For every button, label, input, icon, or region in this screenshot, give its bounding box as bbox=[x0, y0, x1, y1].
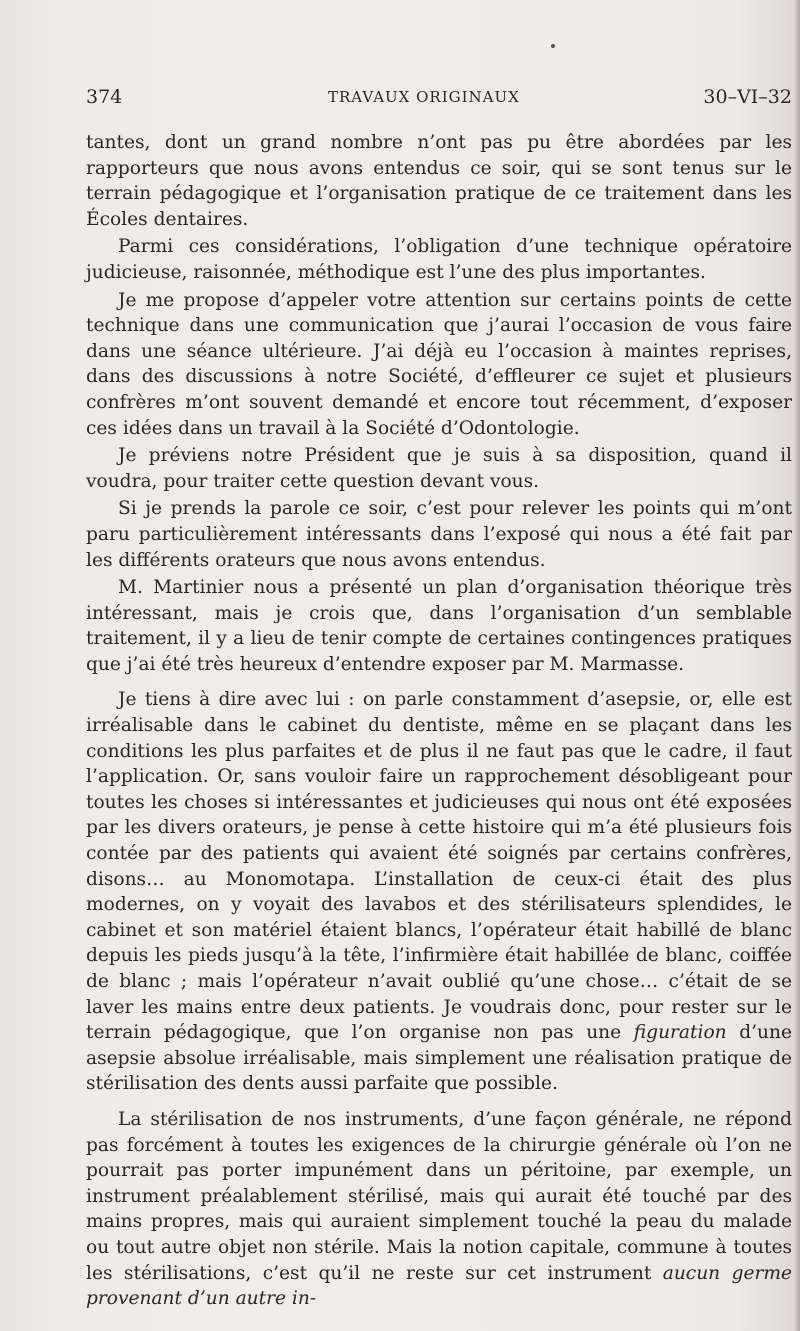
page-number: 374 bbox=[86, 86, 123, 108]
paragraph: Je me propose d’appeler votre attention sur certains points de cette technique dans une communication que j’aurai l’occasion de vous faire dans une séance ultérieure. J’ai déjà eu l’occasion à maintes reprises, dans des discussions à notre Société, d’effleurer ce sujet et plusieurs confrères m’ont souvent demandé et encore tout récemment, d’exposer ces idées dans un travail à la Société d’Odontologie. bbox=[86, 289, 792, 439]
running-header bbox=[86, 86, 792, 116]
paragraph: Je préviens notre Président que je suis à sa disposition, quand il voudra, pour traiter cette question devant vous. bbox=[86, 445, 792, 492]
italic-phrase: aucun germe provenant d’un autre in- bbox=[86, 1262, 793, 1310]
italic-term: figuration bbox=[633, 1022, 727, 1044]
paragraph: Si je prends la parole ce soir, c’est pour relever les points qui m’ont paru particulièrement intéressants dans l’exposé qui nous a été fait par les différents orateurs que nous avons entendus. bbox=[86, 498, 792, 571]
header-date: 30–VI–32 bbox=[703, 86, 792, 108]
paragraph-text: d’une asepsie absolue irréalisable, mais simplement une réalisation pratique de stérilisation des dents aussi parfaite que possible. bbox=[86, 1022, 792, 1095]
paragraph-text: La stérilisation de nos instruments, d’une façon générale, ne répond pas forcément à toutes les exigences de la chirurgie générale où l’on ne pourrait pas porter impunément dans un péritoine, par exemple, un instrument préalablement stérilisé, mais qui aurait été touché par des mains propres, mais qui auraient simplement touché la peau du malade ou tout autre objet non stérile. Mais la notion capitale, commune à toutes les stérilisations, c’est qu’il ne reste sur cet instrument bbox=[86, 1108, 792, 1284]
paragraph: Parmi ces considérations, l’obligation d’une technique opératoire judicieuse, raisonnée, méthodique est l’une des plus importantes. bbox=[86, 236, 792, 283]
paragraph: tantes, dont un grand nombre n’ont pas pu être abordées par les rapporteurs que nous avons entendus ce soir, qui se sont tenus sur le terrain pédagogique et l’organisation pratique de ce traitement dans les Écoles dentaires. bbox=[86, 132, 792, 230]
paragraph-text: Je tiens à dire avec lui : on parle constamment d’asepsie, or, elle est irréalisable dans le cabinet du dentiste, même en se plaçant dans les conditions les plus parfaites et de plus il ne faut pas que le cadre, il faut l’application. Or, sans vouloir faire un rapprochement désobligeant pour toutes les choses si intéressantes et judicieuses qui nous ont été exposées par les divers orateurs, je pense à cette histoire qui m’a été plusieurs fois contée par des patients qui avaient été soignés par certains confrères, disons… au Monomotapa. L’installation de ceux-ci était des plus modernes, on y voyait des lavabos et des stérilisateurs splendides, le cabinet et son matériel étaient blancs, l’opérateur était habillé de blanc depuis les pieds jusqu’à la tête, l’infirmière était habillée de blanc, coiffée de blanc ; mais l’opérateur n’avait oublié qu’une chose… c’était de se laver les mains entre deux patients. Je voudrais donc, pour rester sur le terrain pédagogique, que l’on organise non pas une bbox=[86, 689, 792, 1044]
body-text bbox=[86, 130, 792, 1312]
ink-dot bbox=[551, 44, 555, 48]
running-title: TRAVAUX ORIGINAUX bbox=[328, 88, 520, 106]
page-edge-shadow bbox=[794, 0, 800, 1331]
paragraph: M. Martinier nous a présenté un plan d’organisation théorique très intéressant, mais je crois que, dans l’organisation d’un semblable traitement, il y a lieu de tenir compte de certaines contingences pratiques que j’ai été très heureux d’entendre exposer par M. Marmasse. bbox=[86, 577, 792, 675]
paragraph bbox=[86, 1107, 792, 1312]
paragraph bbox=[86, 687, 792, 1097]
